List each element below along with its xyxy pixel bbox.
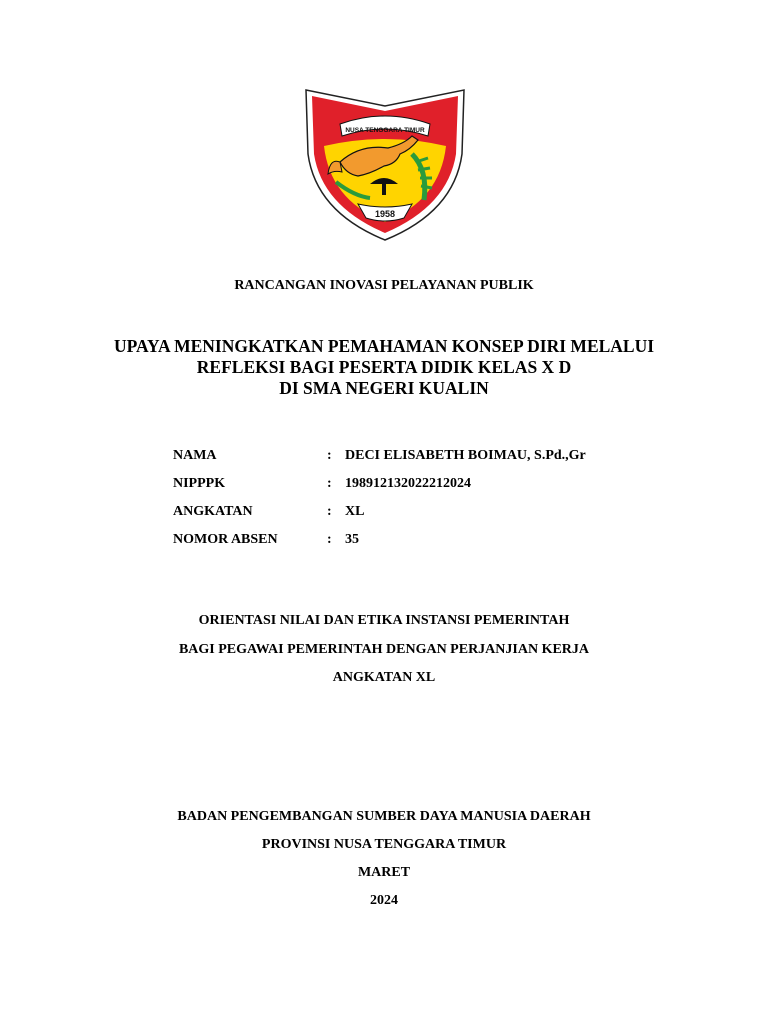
document-type-label: RANCANGAN INOVASI PELAYANAN PUBLIK <box>234 278 534 293</box>
identity-colon: : <box>327 476 332 491</box>
identity-colon: : <box>327 448 332 463</box>
identity-label: ANGKATAN <box>173 504 253 519</box>
identity-value: 198912132022212024 <box>345 476 471 491</box>
agency-line: BADAN PENGEMBANGAN SUMBER DAYA MANUSIA DAERAH <box>177 809 591 824</box>
identity-table <box>173 447 586 559</box>
provincial-emblem <box>300 84 470 242</box>
course-line: ANGKATAN XL <box>332 670 436 685</box>
identity-row-angkatan <box>173 503 586 531</box>
identity-value: 35 <box>345 532 359 547</box>
identity-label: NAMA <box>173 448 217 463</box>
emblem-tree-trunk <box>382 183 386 195</box>
document-title-line: DI SMA NEGERI KUALIN <box>279 378 489 398</box>
identity-value: XL <box>345 504 365 519</box>
agency-year: 2024 <box>370 893 398 908</box>
agency-month: MARET <box>357 865 411 880</box>
identity-value: DECI ELISABETH BOIMAU, S.Pd.,Gr <box>345 448 586 463</box>
course-line: ORIENTASI NILAI DAN ETIKA INSTANSI PEMERINTAH <box>198 613 570 628</box>
identity-colon: : <box>327 532 332 547</box>
emblem-year: 1958 <box>374 209 396 219</box>
identity-row-nipppk <box>173 475 586 503</box>
document-title-line: REFLEKSI BAGI PESERTA DIDIK KELAS X D <box>196 357 572 377</box>
identity-label: NOMOR ABSEN <box>173 532 278 547</box>
identity-row-name <box>173 447 586 475</box>
identity-row-nomor-absen <box>173 531 586 559</box>
agency-province: PROVINSI NUSA TENGGARA TIMUR <box>261 837 507 852</box>
course-line: BAGI PEGAWAI PEMERINTAH DENGAN PERJANJIAN KERJA <box>178 642 590 657</box>
document-title-line: UPAYA MENINGKATKAN PEMAHAMAN KONSEP DIRI MELALUI <box>113 336 655 356</box>
identity-label: NIPPPK <box>173 476 226 491</box>
identity-colon: : <box>327 504 332 519</box>
emblem-banner-text: NUSA TENGGARA TIMUR <box>345 127 425 134</box>
